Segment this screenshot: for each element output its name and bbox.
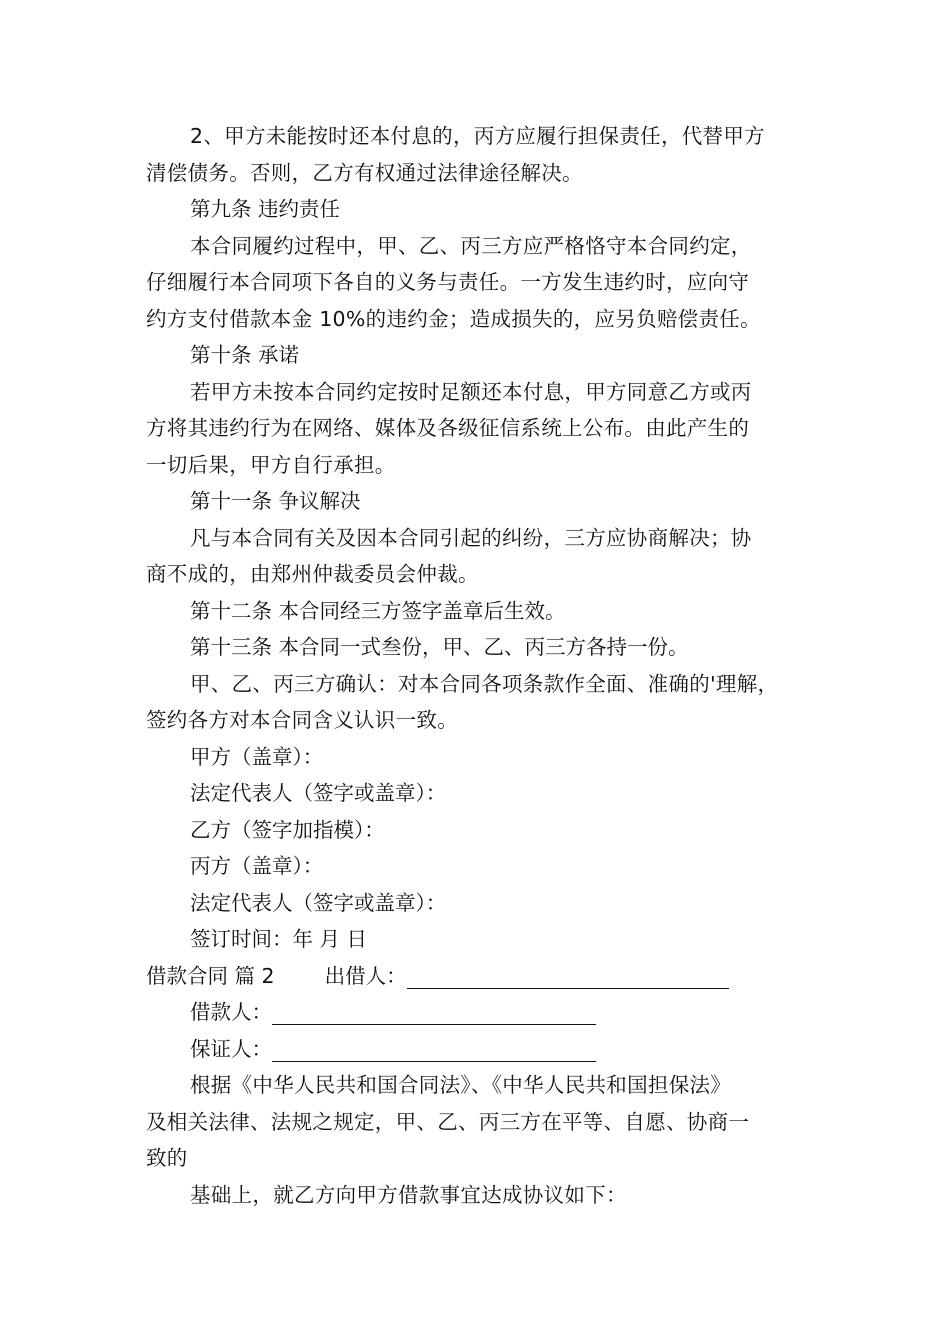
signature-party-c: 丙方（盖章）：: [190, 854, 324, 878]
confirmation-line2: 签约各方对本合同含义认识一致。: [146, 708, 458, 732]
article-10-line1: 若甲方未按本合同约定按时足额还本付息，甲方同意乙方或丙: [190, 379, 752, 404]
lender-blank-line: [407, 964, 729, 989]
confirmation-line1: 甲、乙、丙三方确认：对本合同各项条款作全面、准确的'理解，: [190, 671, 779, 696]
section-2-header-line: [146, 958, 828, 995]
borrower-line: [146, 994, 828, 1031]
paragraph-guarantee-line1: 2、甲方未能按时还本付息的，丙方应履行担保责任，代替甲方: [190, 124, 765, 148]
basis-line1: 根据《中华人民共和国合同法》、《中华人民共和国担保法》: [190, 1073, 732, 1097]
basis-line2: 及相关法律、法规之规定，甲、乙、丙三方在平等、自愿、协商一: [146, 1109, 750, 1134]
signature-party-a-representative: 法定代表人（签字或盖章）：: [190, 781, 447, 805]
article-9-line1: 本合同履约过程中，甲、乙、丙三方应严格恪守本合同约定，: [190, 233, 752, 258]
article-9-title: 第九条 违约责任: [190, 197, 341, 221]
basis-line4: 基础上，就乙方向甲方借款事宜达成协议如下：: [190, 1182, 627, 1207]
guarantor-blank-line: [272, 1037, 596, 1062]
document-body: [146, 118, 828, 1213]
borrower-label: 借款人：: [190, 1000, 272, 1024]
article-9-line2: 仔细履行本合同项下各自的义务与责任。一方发生违约时，应向守: [146, 270, 750, 294]
signature-party-c-representative: 法定代表人（签字或盖章）：: [190, 890, 447, 915]
article-10-line2: 方将其违约行为在网络、媒体及各级征信系统上公布。由此产生的: [146, 416, 750, 440]
article-12: 第十二条 本合同经三方签字盖章后生效。: [190, 598, 566, 623]
borrower-blank-line: [272, 1000, 596, 1025]
section-2-title: 借款合同 篇 2: [146, 963, 275, 988]
signature-party-b: 乙方（签字加指模）：: [190, 817, 385, 842]
signature-party-a: 甲方（盖章）：: [190, 744, 324, 769]
paragraph-guarantee-line2: 清偿债务。否则，乙方有权通过法律途径解决。: [146, 160, 583, 185]
guarantor-label: 保证人：: [190, 1036, 272, 1061]
article-11-line2: 商不成的，由郑州仲裁委员会仲裁。: [146, 562, 479, 586]
basis-line3: 致的: [146, 1146, 188, 1170]
article-9-line3: 约方支付借款本金 10%的违约金；造成损失的，应另负赔偿责任。: [146, 306, 761, 331]
article-13: 第十三条 本合同一式叁份，甲、乙、丙三方各持一份。: [190, 635, 689, 659]
article-11-line1: 凡与本合同有关及因本合同引起的纠纷，三方应协商解决；协: [190, 525, 752, 550]
article-11-title: 第十一条 争议解决: [190, 489, 361, 513]
signing-date: 签订时间：年 月 日: [190, 927, 368, 951]
guarantor-line: [146, 1031, 828, 1068]
article-10-title: 第十条 承诺: [190, 343, 300, 367]
article-10-line3: 一切后果，甲方自行承担。: [146, 452, 396, 477]
lender-label: 出借人：: [324, 963, 407, 988]
